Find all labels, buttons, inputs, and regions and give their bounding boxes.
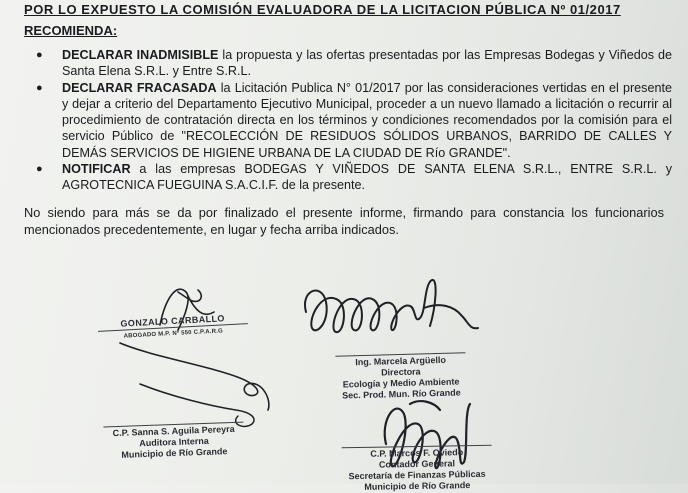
- stamp-title: Directora: [380, 366, 421, 378]
- recomienda-label: RECOMIENDA:: [24, 23, 118, 38]
- stamp-organization: Municipio de Río Grande: [121, 446, 228, 460]
- document-heading: POR LO EXPUESTO LA COMISIÓN EVALUADORA DE LA LICITACION PÚBLICA Nº 01/2017: [24, 2, 621, 17]
- item-lead: DECLARAR FRACASADA: [62, 80, 217, 95]
- item-text: la propuesta y las ofertas presentadas por las Empresas Bodegas y Viñedos de Santa Elena S.R.L. y Entre S.R.L.: [62, 48, 672, 79]
- bullet-icon: ●: [36, 49, 43, 61]
- stamp-department: Ecología y Medio Ambiente: [342, 376, 460, 390]
- signature-marcela: [305, 280, 478, 332]
- stamp-title: Auditora Interna: [139, 435, 209, 449]
- stamp-title: ABOGADO M.P. Nº 550 C.P.A.R.G: [123, 328, 224, 340]
- stamp-name: GONZALO CARBALLO: [120, 313, 226, 329]
- stamp-organization: Sec. Prod. Mun. Río Grande: [342, 387, 461, 401]
- closing-paragraph: No siendo para más se da por finalizado el presente informe, firmando para constancia los funcionarios mencionados precedentemente, en lugar y fecha arriba indicados.: [24, 205, 664, 237]
- item-lead: NOTIFICAR: [62, 162, 131, 177]
- item-text: la Licitación Publica N° 01/2017 por las consideraciones vertidas en el presente y dejar a criterio del Departamento Ejecutivo Municipal, proceder a un nuevo llamado a licitación o recurrir al procedimiento de contratación directa en los términos y condiciones recomendados por la comisión para el servicio Público de "RECOLECCIÓN DE RESIDUOS SÓLIDOS URBANOS, BARRIDO DE CALLES Y DEMÁS SERVICIOS DE HIGIENE URBANA DE LA CIUDAD DE Río GRANDE".: [62, 80, 672, 160]
- stamp-department: Secretaría de Finanzas Públicas: [348, 468, 486, 482]
- stamp-organization: Municipio de Río Grande: [364, 480, 471, 492]
- stamp-name: Ing. Marcela Argüello: [355, 354, 447, 368]
- stamp-marcela-arguello: [335, 352, 466, 401]
- signature-gonzalo: [120, 289, 269, 410]
- signature-sanna: [140, 384, 254, 426]
- stamp-name: C.P. Marcos F. Oviedo: [370, 447, 464, 459]
- stamp-marcos-oviedo: [342, 445, 493, 493]
- stamp-name: C.P. Sanna S. Aguila Pereyra: [112, 423, 235, 439]
- item-lead: DECLARAR INADMISIBLE: [62, 48, 219, 62]
- bullet-icon: ●: [36, 81, 43, 94]
- stamp-sanna-aguila: [103, 422, 244, 462]
- bullet-icon: ●: [36, 163, 43, 176]
- item-text: a las empresas BODEGAS Y VIÑEDOS DE SANTA ELENA S.R.L., ENTRE S.R.L. y AGROTECNICA FUEGUINA S.A.C.I.F. de la presente.: [62, 162, 672, 193]
- stamp-title: Contador General: [378, 458, 455, 470]
